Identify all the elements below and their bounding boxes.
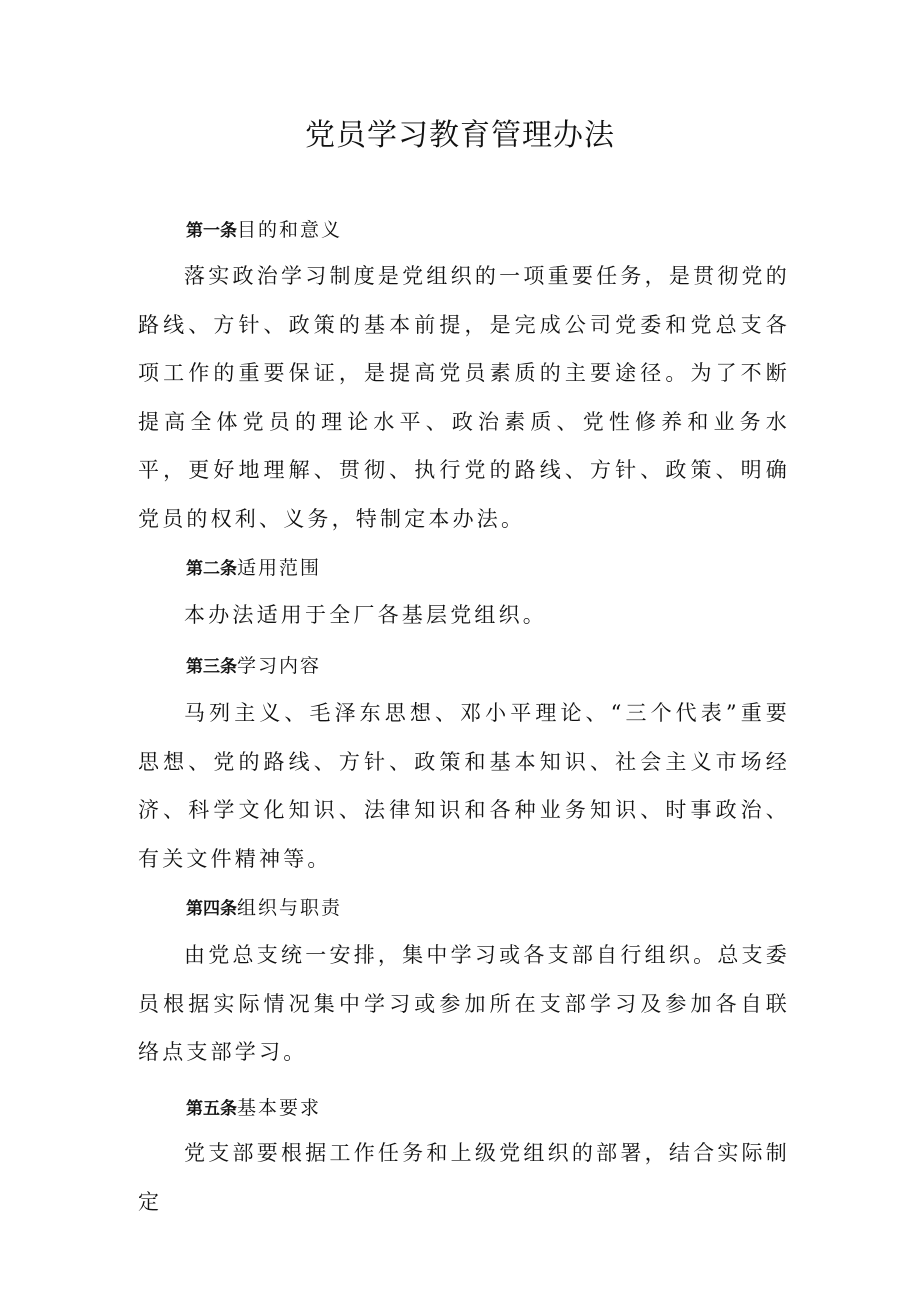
section-heading-text: 目的和意义	[237, 219, 343, 241]
section-heading-3	[186, 651, 321, 682]
section-heading-text: 适用范围	[237, 557, 322, 579]
section-body-2: 本办法适用于全厂各基层党组织。	[184, 603, 547, 627]
section-heading-1	[186, 215, 342, 246]
section-heading-4	[186, 893, 342, 924]
section-number: 第一条	[186, 221, 237, 241]
section-heading-text: 基本要求	[237, 1097, 322, 1119]
section-body-1: 落实政治学习制度是党组织的一项重要任务，是贯彻党的路线、方针、政策的基本前提，是完成公司党委和党总支各项工作的重要保证，是提高党员素质的主要途径。为了不断提高全体党员的理论水平、政治素质、党性修养和业务水平，更好地理解、贯彻、执行党的路线、方针、政策、明确党员的权利、义务，特制定本办法。	[138, 264, 790, 531]
section-heading-text: 学习内容	[237, 655, 322, 677]
section-body-4: 由党总支统一安排，集中学习或各支部自行组织。总支委员根据实际情况集中学习或参加所在支部学习及参加各自联络点支部学习。	[138, 943, 790, 1064]
section-number: 第三条	[186, 657, 237, 677]
section-number: 第二条	[186, 559, 237, 579]
page-title: 党员学习教育管理办法	[305, 118, 615, 153]
section-number: 第五条	[186, 1099, 237, 1119]
section-heading-5	[186, 1093, 321, 1124]
section-body-3: 马列主义、毛泽东思想、邓小平理论、“三个代表”重要思想、党的路线、方针、政策和基本知识、社会主义市场经济、科学文化知识、法律知识和各种业务知识、时事政治、有关文件精神等。	[138, 701, 790, 871]
section-heading-2	[186, 553, 321, 584]
section-heading-text: 组织与职责	[237, 897, 343, 919]
section-number: 第四条	[186, 899, 237, 919]
section-body-5: 党支部要根据工作任务和上级党组织的部署，结合实际制定	[138, 1141, 790, 1214]
